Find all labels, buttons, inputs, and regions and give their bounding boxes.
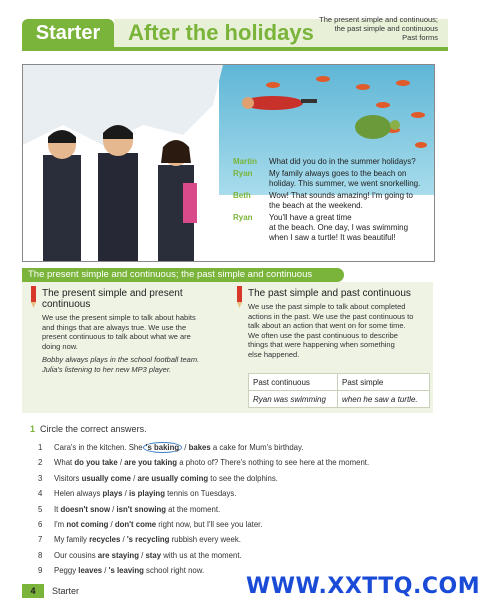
option-separator: / bbox=[117, 458, 125, 468]
table-cell: when he saw a turtle. bbox=[338, 391, 430, 408]
pencil-icon bbox=[30, 286, 38, 308]
answer-option[interactable]: recycles bbox=[89, 535, 121, 545]
question-text: I'm bbox=[54, 520, 67, 529]
question-number: 6 bbox=[38, 520, 43, 529]
snorkeler-icon bbox=[242, 96, 317, 110]
option-separator: / bbox=[120, 535, 127, 545]
table-header: Past continuous bbox=[249, 374, 338, 391]
question-text: It bbox=[54, 504, 61, 514]
option-separator: / bbox=[131, 473, 138, 483]
question-number: 9 bbox=[38, 566, 43, 576]
option-separator: / bbox=[110, 504, 117, 514]
dialogue-line: Beth Wow! That sounds amazing! I'm going to bbox=[233, 191, 413, 200]
question-text: school right now. bbox=[143, 566, 205, 576]
answer-option[interactable]: are staying bbox=[97, 550, 139, 560]
pencil-icon bbox=[236, 286, 244, 308]
header-rule bbox=[22, 47, 448, 51]
question-number: 7 bbox=[38, 535, 43, 545]
option-separator: / bbox=[108, 520, 115, 529]
question-item bbox=[38, 474, 278, 484]
answer-option[interactable]: plays bbox=[102, 489, 123, 499]
question-item bbox=[38, 458, 369, 468]
watermark: WWW.XXTTQ.COM bbox=[246, 574, 480, 599]
question-item bbox=[38, 551, 242, 561]
answer-option[interactable]: are you taking bbox=[124, 458, 178, 468]
page-title: After the holidays bbox=[128, 20, 314, 45]
question-text: My family bbox=[54, 535, 90, 545]
question-number: 5 bbox=[38, 504, 43, 514]
question-number: 2 bbox=[38, 458, 43, 468]
answer-option[interactable]: 's baking bbox=[143, 442, 182, 453]
option-separator: / bbox=[122, 489, 129, 499]
question-text: Our cousins bbox=[54, 550, 98, 560]
option-separator: / bbox=[182, 443, 189, 452]
answer-option[interactable]: doesn't snow bbox=[60, 504, 111, 514]
question-text: with us at the moment. bbox=[161, 550, 242, 560]
grammar-left-heading: The present simple and present continuous bbox=[42, 288, 183, 310]
turtle-icon bbox=[355, 115, 400, 139]
question-text: to see the dolphins. bbox=[208, 473, 278, 483]
answer-option[interactable]: 's recycling bbox=[126, 535, 170, 545]
question-text: Helen always bbox=[54, 489, 103, 499]
question-text: Peggy bbox=[54, 566, 79, 576]
question-item bbox=[38, 566, 204, 576]
option-separator: / bbox=[138, 550, 146, 560]
answer-option[interactable]: not coming bbox=[66, 520, 109, 529]
answer-option[interactable]: usually come bbox=[81, 473, 131, 483]
question-number: 8 bbox=[38, 550, 43, 560]
answer-option[interactable]: bakes bbox=[188, 443, 211, 452]
table-header: Past simple bbox=[338, 374, 430, 391]
answer-option[interactable]: don't come bbox=[114, 520, 157, 529]
question-text: Cara's in the kitchen. She bbox=[54, 443, 143, 452]
footer-label: Starter bbox=[52, 586, 80, 596]
tense-table bbox=[248, 373, 430, 408]
question-item bbox=[38, 489, 237, 499]
question-text: rubbish every week. bbox=[169, 535, 241, 545]
question-item bbox=[38, 520, 263, 530]
question-text: What bbox=[54, 458, 75, 468]
answer-option[interactable]: stay bbox=[145, 550, 162, 560]
dialogue-line-cont: when I saw a turtle! It was beautiful! bbox=[269, 233, 396, 242]
starter-tab: Starter bbox=[22, 19, 114, 47]
question-number: 3 bbox=[38, 473, 43, 483]
table-row bbox=[249, 374, 430, 391]
answer-option[interactable]: 's leaving bbox=[108, 566, 144, 576]
question-item bbox=[38, 443, 303, 453]
question-item bbox=[38, 505, 220, 515]
question-text: tennis on Tuesdays. bbox=[164, 489, 237, 499]
dialogue-line-cont: at the beach. One day, I was swimming bbox=[269, 223, 409, 232]
topics: The present simple and continuous; the past simple and continuous Past forms bbox=[319, 15, 438, 42]
dialogue-line-cont: the beach at the weekend. bbox=[269, 201, 363, 210]
dialogue-line: Ryan My family always goes to the beach on bbox=[233, 169, 407, 178]
question-text: a cake for Mum's birthday. bbox=[210, 443, 304, 452]
dialogue-line-cont: holiday. This summer, we went snorkelling. bbox=[269, 179, 421, 188]
people-icon bbox=[43, 125, 197, 261]
answer-option[interactable]: isn't snowing bbox=[116, 504, 167, 514]
answer-option[interactable]: are usually coming bbox=[137, 473, 209, 483]
answer-option[interactable]: do you take bbox=[74, 458, 118, 468]
dialogue-line: Martin What did you do in the summer holidays? bbox=[233, 157, 416, 166]
question-text: Visitors bbox=[54, 473, 82, 483]
table-row bbox=[249, 391, 430, 408]
grammar-right-heading: The past simple and past continuous bbox=[248, 288, 411, 299]
question-text: a photo of? There's nothing to see here at the moment. bbox=[177, 458, 370, 468]
question-number: 4 bbox=[38, 489, 43, 499]
question-text: right now, but I'll see you later. bbox=[156, 520, 263, 529]
fish-icon bbox=[266, 76, 427, 148]
option-separator: / bbox=[102, 566, 109, 576]
grammar-left-text: We use the present simple to talk about habits and things that are always true. We use the present continuous to talk about what we are doing now. Bobby always plays in the school football team. Julia's listening to her new MP3 player. bbox=[42, 313, 200, 374]
question-text: at the moment. bbox=[166, 504, 221, 514]
page-number: 4 bbox=[22, 584, 44, 598]
grammar-banner: The present simple and continuous; the past simple and continuous bbox=[22, 268, 344, 282]
question-item bbox=[38, 535, 241, 545]
grammar-right-text: We use the past simple to talk about completed actions in the past. We use the past continuous to talk about an action that went on for some time. We often use the past continuous to describe things that were happening when something else happened. bbox=[248, 302, 414, 359]
dialogue-line: Ryan You'll have a great time bbox=[233, 213, 352, 222]
exercise-heading: 1 Circle the correct answers. bbox=[30, 424, 147, 434]
answer-option[interactable]: is playing bbox=[129, 489, 165, 499]
answer-option[interactable]: leaves bbox=[78, 566, 103, 576]
question-number: 1 bbox=[38, 443, 43, 452]
table-cell: Ryan was swimming bbox=[249, 391, 338, 408]
